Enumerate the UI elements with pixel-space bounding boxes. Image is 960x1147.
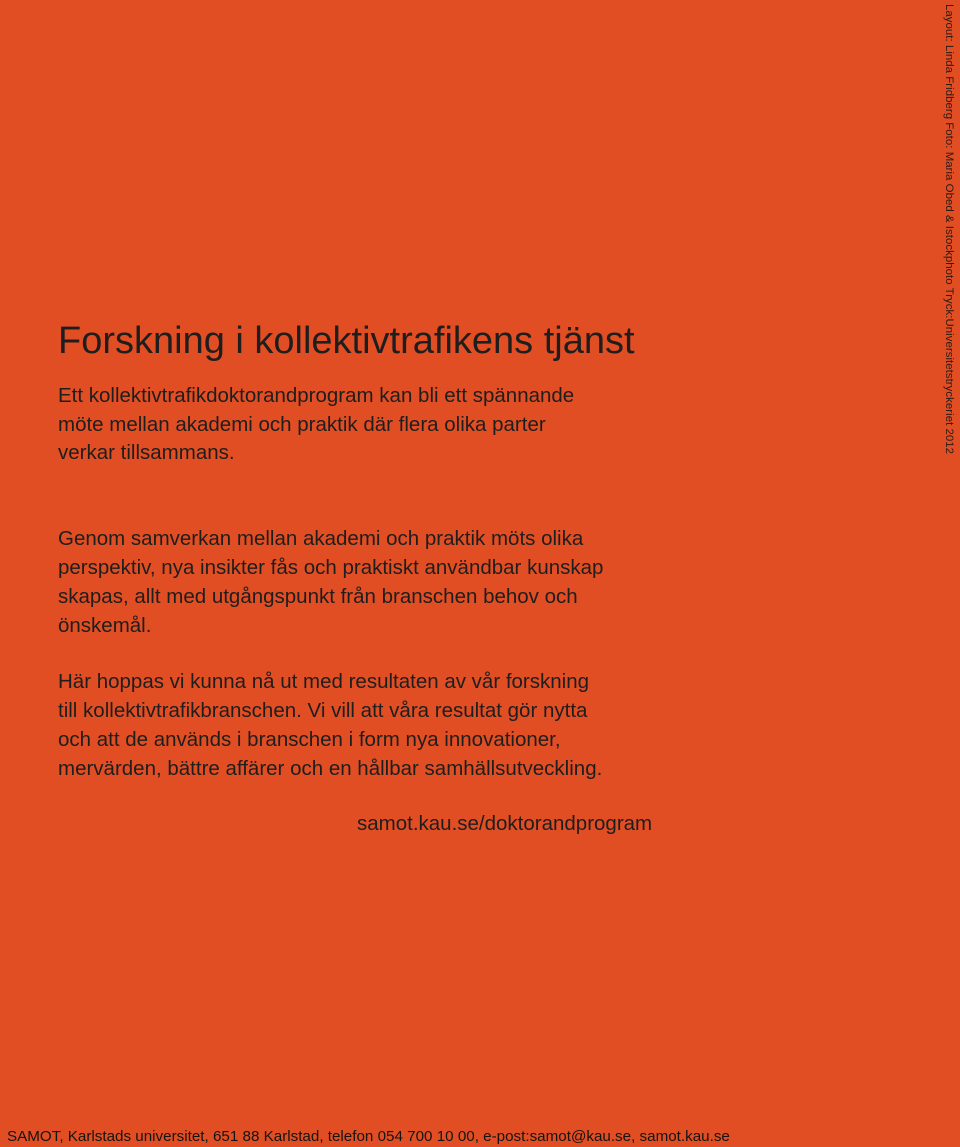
body-line: till kollektivtrafikbranschen. Vi vill att våra resultat gör nytta [58, 699, 588, 722]
body-line: skapas, allt med utgångspunkt från branschen behov och [58, 585, 578, 608]
body-line: önskemål. [58, 614, 152, 637]
body-line: Genom samverkan mellan akademi och praktik möts olika [58, 527, 584, 550]
contact-footer: SAMOT, Karlstads universitet, 651 88 Karlstad, telefon 054 700 10 00, e-post:samot@kau.se, samot.kau.se [7, 1128, 730, 1145]
body-line: mervärden, bättre affärer och en hållbar samhällsutveckling. [58, 757, 603, 780]
website-link[interactable]: samot.kau.se/doktorandprogram [357, 812, 653, 835]
body-line: Här hoppas vi kunna nå ut med resultaten av vår forskning [58, 670, 590, 693]
photo-layout-credits: Layout: Linda Fridberg Foto: Maria Obed & Istockphoto Tryck:Universitetstryckeriet 2012 [943, 4, 955, 455]
page-title: Forskning i kollektivtrafikens tjänst [58, 320, 635, 362]
body-line: perspektiv, nya insikter fås och praktiskt användbar kunskap [58, 556, 604, 579]
body-line: och att de används i branschen i form nya innovationer, [58, 728, 561, 751]
lead-line: Ett kollektivtrafikdoktorandprogram kan bli ett spännande [58, 384, 575, 407]
lead-line: verkar tillsammans. [58, 441, 235, 464]
body-paragraph-collaboration [58, 524, 698, 640]
lead-paragraph [58, 382, 698, 468]
body-paragraph-results [58, 667, 698, 783]
lead-line: möte mellan akademi och praktik där flera olika parter [58, 412, 546, 436]
